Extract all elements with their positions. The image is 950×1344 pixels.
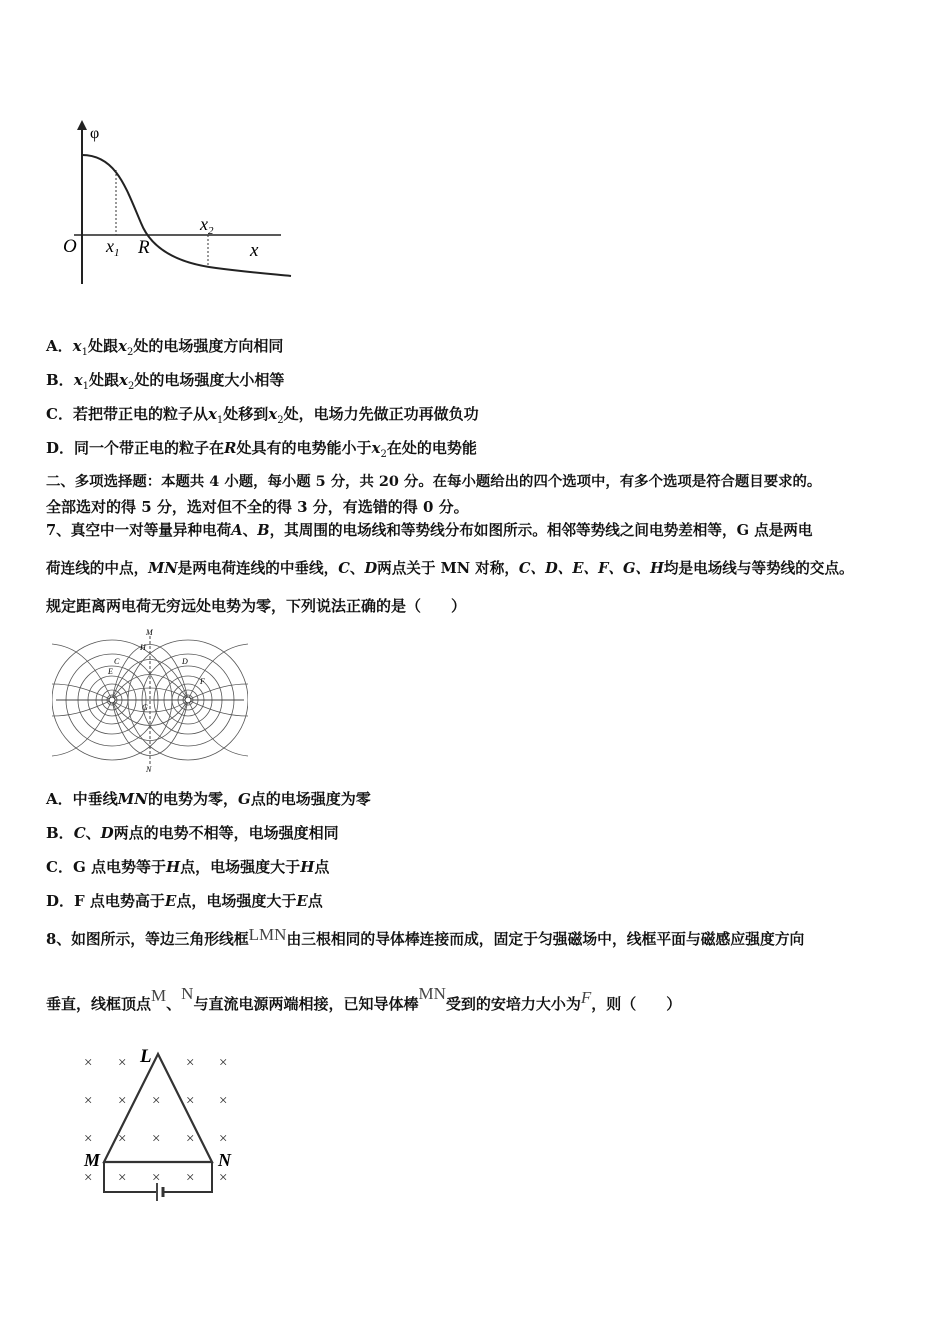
svg-text:×: × xyxy=(186,1131,195,1147)
svg-text:×: × xyxy=(219,1131,228,1147)
label-M: M xyxy=(84,1150,101,1170)
circuit-wire xyxy=(104,1162,156,1192)
svg-text:×: × xyxy=(186,1055,195,1071)
q7-option-c: C．G 点电势等于H点，电场强度大于H点 xyxy=(46,858,330,876)
label-E: E xyxy=(108,667,113,676)
q7-option-b: B．C、D两点的电势不相等，电场强度相同 xyxy=(46,824,339,842)
q7-line2: 荷连线的中点，MN是两电荷连线的中垂线，C、D两点关于 MN 对称，C、D、E、F、G、H均是电场线与等势线的交点。 xyxy=(46,560,854,577)
label-G: G xyxy=(142,703,148,712)
label-M: M xyxy=(146,628,153,637)
svg-text:×: × xyxy=(84,1055,93,1071)
label-L: L xyxy=(140,1046,152,1067)
label-H: H xyxy=(140,643,146,652)
x1-label: $x_1$ xyxy=(106,236,120,259)
label-F: F xyxy=(200,677,205,686)
svg-text:×: × xyxy=(152,1131,161,1147)
y-axis-label: φ xyxy=(90,125,100,142)
q6-option-a: A．$x_1$处跟$x_2$处的电场强度方向相同 xyxy=(46,337,284,358)
svg-text:×: × xyxy=(152,1170,161,1186)
potential-graph xyxy=(56,118,296,288)
svg-text:×: × xyxy=(186,1093,195,1109)
svg-text:×: × xyxy=(84,1131,93,1147)
svg-text:×: × xyxy=(118,1055,127,1071)
svg-text:×: × xyxy=(118,1131,127,1147)
section2-line1: 二、多项选择题：本题共 4 小题，每小题 5 分，共 20 分。在每小题给出的四个选项中，有多个选项是符合题目要求的。 xyxy=(46,473,822,490)
x-axis-label: x xyxy=(250,240,259,261)
svg-text:×: × xyxy=(118,1170,127,1186)
label-D: D xyxy=(182,657,188,666)
q7-line1: 7、真空中一对等量异种电荷A、B，其周围的电场线和等势线分布如图所示。相邻等势线之间电势差相等，G 点是两电 xyxy=(46,522,813,539)
svg-text:×: × xyxy=(219,1093,228,1109)
q7-line3: 规定距离两电荷无穷远处电势为零，下列说法正确的是（ ） xyxy=(46,597,467,615)
section2-line2: 全部选对的得 5 分，选对但不全的得 3 分，有选错的得 0 分。 xyxy=(46,498,469,516)
label-C: C xyxy=(114,657,120,666)
svg-text:×: × xyxy=(186,1170,195,1186)
q6-option-d: D．同一个带正电的粒子在R处具有的电势能小于$x_2$在处的电势能 xyxy=(46,439,477,460)
q6-option-c: C．若把带正电的粒子从$x_1$处移到$x_2$处，电场力先做正功再做负功 xyxy=(46,405,479,426)
svg-text:×: × xyxy=(152,1093,161,1109)
label-N: N xyxy=(146,765,152,774)
triangle-frame-figure xyxy=(80,1042,250,1212)
origin-label: O xyxy=(63,236,77,257)
svg-text:×: × xyxy=(219,1170,228,1186)
label-N: N xyxy=(218,1150,231,1170)
svg-text:×: × xyxy=(84,1093,93,1109)
y-axis-arrow xyxy=(77,120,87,130)
q8-line1: 8、如图所示，等边三角形线框LMN由三根相同的导体棒连接而成，固定于匀强磁场中，线框平面与磁感应强度方向 xyxy=(46,925,805,948)
r-label: R xyxy=(138,237,150,258)
svg-text:×: × xyxy=(84,1170,93,1186)
q7-option-d: D．F 点电势高于E点，电场强度大于E点 xyxy=(46,892,323,910)
x2-label: $x_2$ xyxy=(200,214,214,237)
svg-text:×: × xyxy=(219,1055,228,1071)
q8-line2: 垂直，线框顶点M、N与直流电源两端相接，已知导体棒MN受到的安培力大小为F，则（ ） xyxy=(46,984,682,1013)
svg-text:×: × xyxy=(118,1093,127,1109)
field-lines-figure xyxy=(52,626,248,774)
q7-option-a: A．中垂线MN的电势为零，G点的电场强度为零 xyxy=(46,790,371,808)
q6-option-b: B．$x_1$处跟$x_2$处的电场强度大小相等 xyxy=(46,371,285,392)
